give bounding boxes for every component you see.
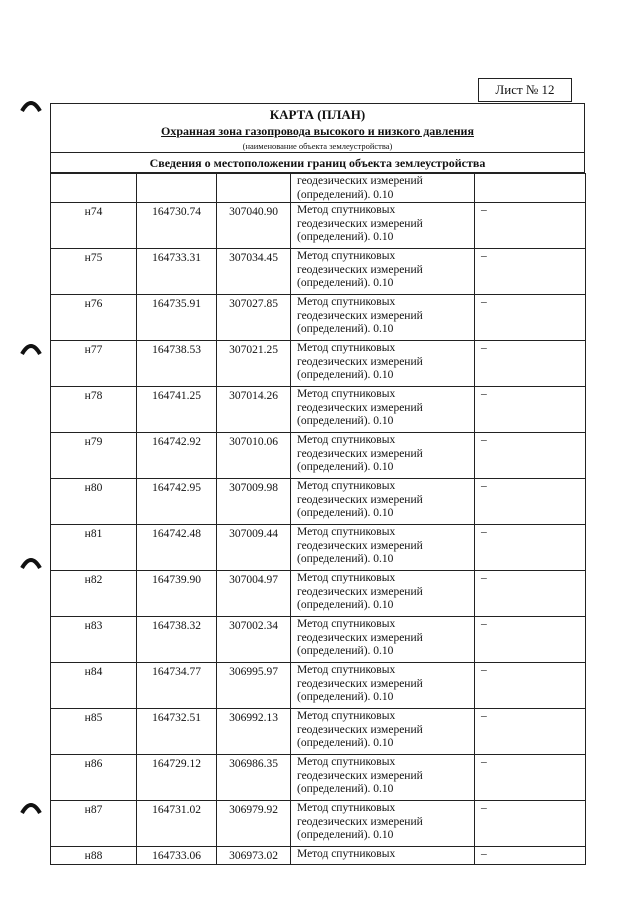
punch-mark [20, 98, 42, 112]
x-cell: 164742.48 [137, 525, 217, 571]
y-cell: 307009.44 [217, 525, 291, 571]
x-cell: 164738.32 [137, 617, 217, 663]
point-cell: н84 [51, 663, 137, 709]
method-line: Метод спутниковых [297, 296, 396, 308]
extra-cell: – [475, 571, 586, 617]
method-line: геодезических измерений [297, 401, 423, 414]
table-row [51, 341, 586, 387]
x-cell: 164735.91 [137, 295, 217, 341]
method-line: геодезических измерений [297, 309, 423, 322]
method-line: (определений). 0.10 [297, 829, 394, 841]
y-cell: 307004.97 [217, 571, 291, 617]
method-line: геодезических измерений [297, 175, 423, 187]
method-line: (определений). 0.10 [297, 783, 394, 795]
table-row [51, 387, 586, 433]
y-cell: 307040.90 [217, 203, 291, 249]
point-cell: н74 [51, 203, 137, 249]
method-line: Метод спутниковых [297, 342, 396, 354]
x-cell: 164742.95 [137, 479, 217, 525]
y-cell: 307014.26 [217, 387, 291, 433]
method-line: Метод спутниковых [297, 526, 396, 538]
method-line: геодезических измерений [297, 631, 423, 644]
y-cell: 306992.13 [217, 709, 291, 755]
point-cell: н87 [51, 801, 137, 847]
x-cell: 164741.25 [137, 387, 217, 433]
method-line: Метод спутниковых [297, 250, 396, 262]
table-row [51, 847, 586, 865]
method-line: (определений). 0.10 [297, 369, 394, 381]
point-cell: н79 [51, 433, 137, 479]
method-line: геодезических измерений [297, 447, 423, 460]
extra-cell: – [475, 341, 586, 387]
method-line: (определений). 0.10 [297, 691, 394, 703]
point-cell: н86 [51, 755, 137, 801]
table-row [51, 663, 586, 709]
method-cell [291, 801, 475, 847]
y-cell: 307002.34 [217, 617, 291, 663]
x-cell: 164742.92 [137, 433, 217, 479]
method-line: (определений). 0.10 [297, 231, 394, 243]
x-cell: 164731.02 [137, 801, 217, 847]
y-cell: 307027.85 [217, 295, 291, 341]
y-cell: 307010.06 [217, 433, 291, 479]
method-cell [291, 249, 475, 295]
method-cell [291, 571, 475, 617]
method-cell [291, 617, 475, 663]
method-line: Метод спутниковых [297, 756, 396, 768]
method-line: геодезических измерений [297, 585, 423, 598]
table-row [51, 755, 586, 801]
y-cell: 306979.92 [217, 801, 291, 847]
point-cell: н80 [51, 479, 137, 525]
extra-cell: – [475, 295, 586, 341]
table-row [51, 433, 586, 479]
method-cell: Метод спутниковых [291, 847, 475, 865]
method-cell [291, 174, 475, 203]
punch-mark [20, 800, 42, 814]
method-cell [291, 203, 475, 249]
y-cell: 306973.02 [217, 847, 291, 865]
extra-cell: – [475, 617, 586, 663]
extra-cell: – [475, 433, 586, 479]
point-cell: н78 [51, 387, 137, 433]
point-cell: н76 [51, 295, 137, 341]
point-cell: н82 [51, 571, 137, 617]
method-cell [291, 709, 475, 755]
x-cell: 164739.90 [137, 571, 217, 617]
extra-cell: – [475, 479, 586, 525]
extra-cell: – [475, 387, 586, 433]
document-header [50, 103, 585, 173]
y-cell: 307021.25 [217, 341, 291, 387]
punch-mark [20, 555, 42, 569]
method-cell [291, 755, 475, 801]
method-line: (определений). 0.10 [297, 188, 394, 201]
x-cell [137, 174, 217, 203]
method-line: Метод спутниковых [297, 664, 396, 676]
method-line: (определений). 0.10 [297, 645, 394, 657]
method-line: геодезических измерений [297, 723, 423, 736]
x-cell: 164733.31 [137, 249, 217, 295]
table-row [51, 479, 586, 525]
extra-cell: – [475, 709, 586, 755]
method-line: Метод спутниковых [297, 802, 396, 814]
y-cell: 307034.45 [217, 249, 291, 295]
table-row [51, 617, 586, 663]
method-cell [291, 663, 475, 709]
method-cell [291, 341, 475, 387]
method-line: геодезических измерений [297, 815, 423, 828]
method-cell [291, 295, 475, 341]
y-cell [217, 174, 291, 203]
extra-cell: – [475, 755, 586, 801]
method-cell [291, 433, 475, 479]
x-cell: 164732.51 [137, 709, 217, 755]
method-line: Метод спутниковых [297, 480, 396, 492]
method-line: геодезических измерений [297, 263, 423, 276]
x-cell: 164733.06 [137, 847, 217, 865]
method-line: Метод спутниковых [297, 710, 396, 722]
method-line: геодезических измерений [297, 493, 423, 506]
document-title: КАРТА (ПЛАН) [269, 107, 366, 122]
method-line: (определений). 0.10 [297, 737, 394, 749]
boundary-points-table [50, 173, 586, 865]
method-line: геодезических измерений [297, 677, 423, 690]
section-title: Сведения о местоположении границ объекта землеустройства [51, 152, 584, 174]
method-line: (определений). 0.10 [297, 415, 394, 427]
extra-cell [475, 174, 586, 203]
point-cell: н77 [51, 341, 137, 387]
table-row [51, 249, 586, 295]
y-cell: 306986.35 [217, 755, 291, 801]
point-cell: н88 [51, 847, 137, 865]
method-line: Метод спутниковых [297, 204, 396, 216]
extra-cell: – [475, 663, 586, 709]
sheet-number: Лист № 12 [478, 78, 572, 102]
method-cell [291, 387, 475, 433]
method-cell [291, 479, 475, 525]
extra-cell: – [475, 249, 586, 295]
y-cell: 306995.97 [217, 663, 291, 709]
method-line: (определений). 0.10 [297, 277, 394, 289]
point-cell [51, 174, 137, 203]
table-row [51, 295, 586, 341]
table-row [51, 174, 586, 203]
method-line: (определений). 0.10 [297, 323, 394, 335]
extra-cell: – [475, 847, 586, 865]
table-row [51, 203, 586, 249]
point-cell: н85 [51, 709, 137, 755]
table-row [51, 709, 586, 755]
method-line: (определений). 0.10 [297, 599, 394, 611]
method-line: геодезических измерений [297, 539, 423, 552]
method-line: (определений). 0.10 [297, 553, 394, 565]
point-cell: н75 [51, 249, 137, 295]
method-line: Метод спутниковых [297, 618, 396, 630]
extra-cell: – [475, 525, 586, 571]
method-line: геодезических измерений [297, 769, 423, 782]
method-line: (определений). 0.10 [297, 461, 394, 473]
method-line: (определений). 0.10 [297, 507, 394, 519]
x-cell: 164734.77 [137, 663, 217, 709]
method-cell [291, 525, 475, 571]
method-line: Метод спутниковых [297, 434, 396, 446]
punch-mark [20, 341, 42, 355]
extra-cell: – [475, 801, 586, 847]
method-line: геодезических измерений [297, 355, 423, 368]
object-caption: (наименование объекта землеустройства) [242, 141, 393, 151]
x-cell: 164738.53 [137, 341, 217, 387]
object-name: Охранная зона газопровода высокого и низкого давления [161, 124, 474, 138]
method-line: геодезических измерений [297, 217, 423, 230]
point-cell: н81 [51, 525, 137, 571]
point-cell: н83 [51, 617, 137, 663]
x-cell: 164729.12 [137, 755, 217, 801]
extra-cell: – [475, 203, 586, 249]
table-row [51, 525, 586, 571]
table-row [51, 571, 586, 617]
method-line: Метод спутниковых [297, 388, 396, 400]
method-line: Метод спутниковых [297, 572, 396, 584]
table-row [51, 801, 586, 847]
y-cell: 307009.98 [217, 479, 291, 525]
x-cell: 164730.74 [137, 203, 217, 249]
